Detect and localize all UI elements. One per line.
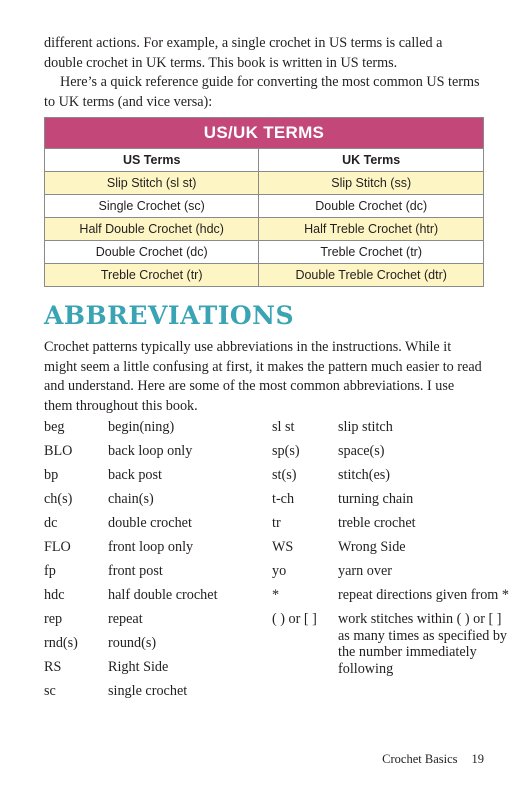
abbreviation: bp [44, 467, 59, 483]
table-row [45, 264, 484, 287]
abbreviation: rep [44, 611, 63, 627]
page-number: 19 [471, 752, 484, 766]
abbreviation-item [44, 659, 264, 683]
abbreviation-meaning: double crochet [108, 515, 192, 531]
abbreviation-item [272, 443, 512, 467]
abbreviation-meaning: single crochet [108, 683, 188, 699]
abbreviation: WS [272, 539, 294, 555]
us-term-cell: Slip Stitch (sl st) [45, 172, 259, 195]
table-title: US/UK TERMS [45, 118, 484, 149]
table-row [45, 241, 484, 264]
abbreviation-item [272, 491, 512, 515]
abbreviation: RS [44, 659, 62, 675]
abbreviation-item [44, 491, 264, 515]
uk-term-cell: Treble Crochet (tr) [259, 241, 484, 264]
abbreviation-meaning: front loop only [108, 539, 194, 555]
abbreviation-meaning: begin(ning) [108, 419, 175, 435]
abbreviation: rnd(s) [44, 635, 78, 651]
abbreviation-meaning: work stitches within ( ) or [ ] as many times as specified by the number immediately following [338, 611, 508, 677]
abbreviation-list-left [44, 419, 264, 707]
abbreviations-heading: ABBREVIATIONS [44, 301, 295, 330]
abbreviation: dc [44, 515, 58, 531]
abbreviation-meaning: Wrong Side [338, 539, 406, 555]
table-row [45, 172, 484, 195]
abbreviation-list-right [272, 419, 512, 677]
abbreviation: hdc [44, 587, 65, 603]
abbreviation-item [44, 467, 264, 491]
abbreviation-meaning: half double crochet [108, 587, 218, 603]
abbreviation: t-ch [272, 491, 295, 507]
abbreviation-item [272, 515, 512, 539]
us-term-cell: Treble Crochet (tr) [45, 264, 259, 287]
us-uk-terms-table [44, 117, 484, 287]
abbreviation-meaning: yarn over [338, 563, 392, 579]
abbreviation-item [272, 587, 512, 611]
us-term-cell: Half Double Crochet (hdc) [45, 218, 259, 241]
abbreviation-meaning: treble crochet [338, 515, 416, 531]
us-term-cell: Double Crochet (dc) [45, 241, 259, 264]
abbreviation-meaning: round(s) [108, 635, 157, 651]
abbreviation-item [44, 683, 264, 707]
abbreviation-meaning: back post [108, 467, 162, 483]
abbreviation: st(s) [272, 467, 297, 483]
abbreviation: FLO [44, 539, 71, 555]
intro-paragraph: different actions. For example, a single crochet in US terms is called a double crochet in UK terms. This book is written in US terms. [44, 35, 443, 71]
abbreviation-item [272, 539, 512, 563]
uk-term-cell: Half Treble Crochet (htr) [259, 218, 484, 241]
abbreviation-meaning: stitch(es) [338, 467, 391, 483]
abbreviation-item [44, 419, 264, 443]
abbreviation-item [272, 563, 512, 587]
abbreviation: sc [44, 683, 56, 699]
abbreviation-item [44, 635, 264, 659]
abbreviation: ( ) or [ ] [272, 611, 317, 627]
us-term-cell: Single Crochet (sc) [45, 195, 259, 218]
column-header-us: US Terms [45, 149, 259, 172]
abbreviation: ch(s) [44, 491, 73, 507]
abbreviation-meaning: Right Side [108, 659, 169, 675]
uk-term-cell: Double Crochet (dc) [259, 195, 484, 218]
abbreviation: BLO [44, 443, 73, 459]
abbreviation-item [44, 443, 264, 467]
table-row [45, 218, 484, 241]
abbreviation-meaning: chain(s) [108, 491, 154, 507]
abbreviation: fp [44, 563, 56, 579]
abbreviation-item [272, 419, 512, 443]
abbreviation-item [44, 611, 264, 635]
abbreviations-intro: Crochet patterns typically use abbreviations in the instructions. While it might seem a little confusing at first, it makes the pattern much easier to read and understand. Here are some of the most common abbreviations. I use them throughout this book. [44, 339, 482, 414]
abbreviation: * [272, 587, 280, 603]
abbreviation-meaning: slip stitch [338, 419, 393, 435]
abbreviation-item [44, 563, 264, 587]
abbreviation-meaning: repeat [108, 611, 143, 627]
column-header-uk: UK Terms [259, 149, 484, 172]
page-footer [382, 752, 484, 767]
abbreviation: sp(s) [272, 443, 300, 459]
uk-term-cell: Double Treble Crochet (dtr) [259, 264, 484, 287]
abbreviation-meaning: space(s) [338, 443, 385, 459]
guide-paragraph: Here’s a quick reference guide for converting the most common US terms to UK terms (and vice versa): [44, 74, 480, 110]
uk-term-cell: Slip Stitch (ss) [259, 172, 484, 195]
abbreviation: beg [44, 419, 65, 435]
abbreviation: tr [272, 515, 281, 531]
abbreviation-meaning: turning chain [338, 491, 414, 507]
abbreviation-meaning: back loop only [108, 443, 193, 459]
table-row [45, 195, 484, 218]
abbreviation-meaning: front post [108, 563, 163, 579]
abbreviation-item [44, 539, 264, 563]
abbreviation-item [44, 515, 264, 539]
abbreviation-item [272, 611, 512, 677]
abbreviation: sl st [272, 419, 295, 435]
abbreviation-meaning: repeat directions given from * [338, 587, 509, 603]
abbreviation-item [44, 587, 264, 611]
abbreviation-item [272, 467, 512, 491]
abbreviation: yo [272, 563, 287, 579]
section-name: Crochet Basics [382, 752, 458, 766]
